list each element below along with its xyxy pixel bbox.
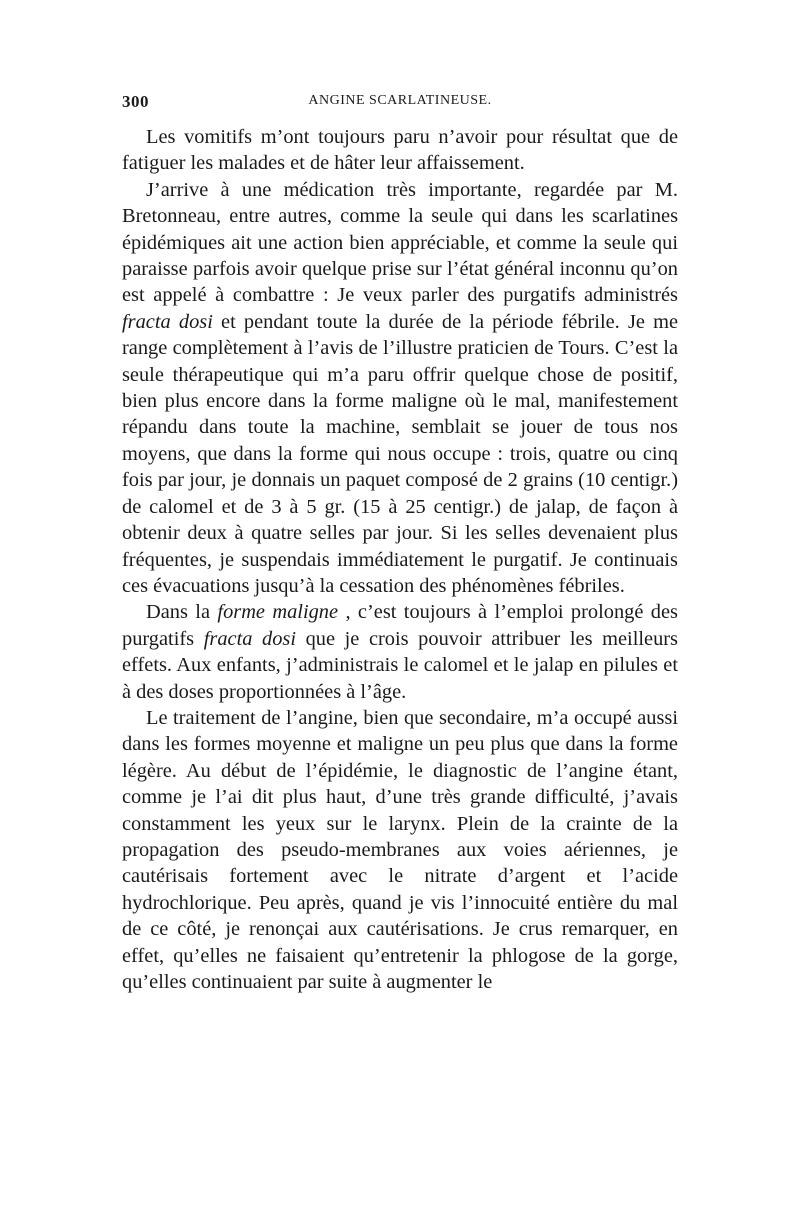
running-title: ANGINE SCARLATINEUSE.: [308, 93, 492, 108]
text-run: Dans la: [146, 601, 218, 624]
paragraph: [122, 124, 678, 177]
paragraph: [122, 177, 678, 600]
body-text: [122, 124, 678, 995]
page-number: 300: [122, 92, 149, 111]
text-run: et pendant toute la durée de la période fébrile. Je me range complètement à l’avis de l’illustre praticien de Tours. C’est la seule thérapeutique qui m’a paru offrir quelque chose de positif, bien plus encore dans la forme maligne où le mal, manifestement répandu dans toute la machine, semblait se jouer de tous nos moyens, que dans la forme qui nous occupe : trois, quatre ou cinq fois par jour, je donnais un paquet composé de 2 grains (10 centigr.) de calomel et de 3 à 5 gr. (15 à 25 centigr.) de jalap, de façon à obtenir deux à quatre selles par jour. Si les selles devenaient plus fréquentes, je suspendais immédiatement le purgatif. Je continuais ces évacuations jusqu’à la cessation des phénomènes fébriles.: [122, 310, 679, 597]
text-run: Les vomitifs m’ont toujours paru n’avoir pour résultat que de fatiguer les malades et de hâter leur affaissement.: [122, 126, 678, 175]
text-run: que je crois pouvoir attribuer les meilleurs effets. Aux enfants, j’administrais le calomel et le jalap en pilules et à des doses proportionnées à l’âge.: [122, 627, 678, 703]
running-header: [122, 92, 678, 118]
italic-phrase: forme maligne: [217, 601, 339, 624]
italic-latin-phrase: fracta dosi: [122, 310, 213, 333]
paragraph: [122, 705, 678, 995]
italic-latin-phrase: fracta dosi: [203, 627, 297, 650]
text-run: Le traitement de l’angine, bien que secondaire, m’a occupé aussi dans les formes moyenne et maligne un peu plus que dans la forme légère. Au début de l’épidémie, le diagnostic de l’angine étant, comme je l’ai dit plus haut, d’une très grande difficulté, j’avais constamment les yeux sur le larynx. Plein de la crainte de la propagation des pseudo-membranes aux voies aériennes, je cautérisais fortement avec le nitrate d’argent et l’acide hydrochlorique. Peu après, quand je vis l’innocuité entière du mal de ce côté, je renonçai aux cautérisations. Je crus remarquer, en effet, qu’elles ne faisaient qu’entretenir la phlogose de la gorge, qu’elles continuaient par suite à augmenter le: [122, 706, 678, 993]
text-run: J’arrive à une médication très importante, regardée par M. Bretonneau, entre autres, comme la seule qui dans les scarlatines épidémiques ait une action bien appréciable, et comme la seule qui paraisse parfois avoir quelque prise sur l’état général inconnu qu’on est appelé à combattre : Je veux parler des purgatifs administrés: [122, 178, 678, 307]
paragraph: [122, 599, 678, 705]
text-run: , c’est toujours à l’emploi prolongé des purgatifs: [122, 601, 678, 650]
